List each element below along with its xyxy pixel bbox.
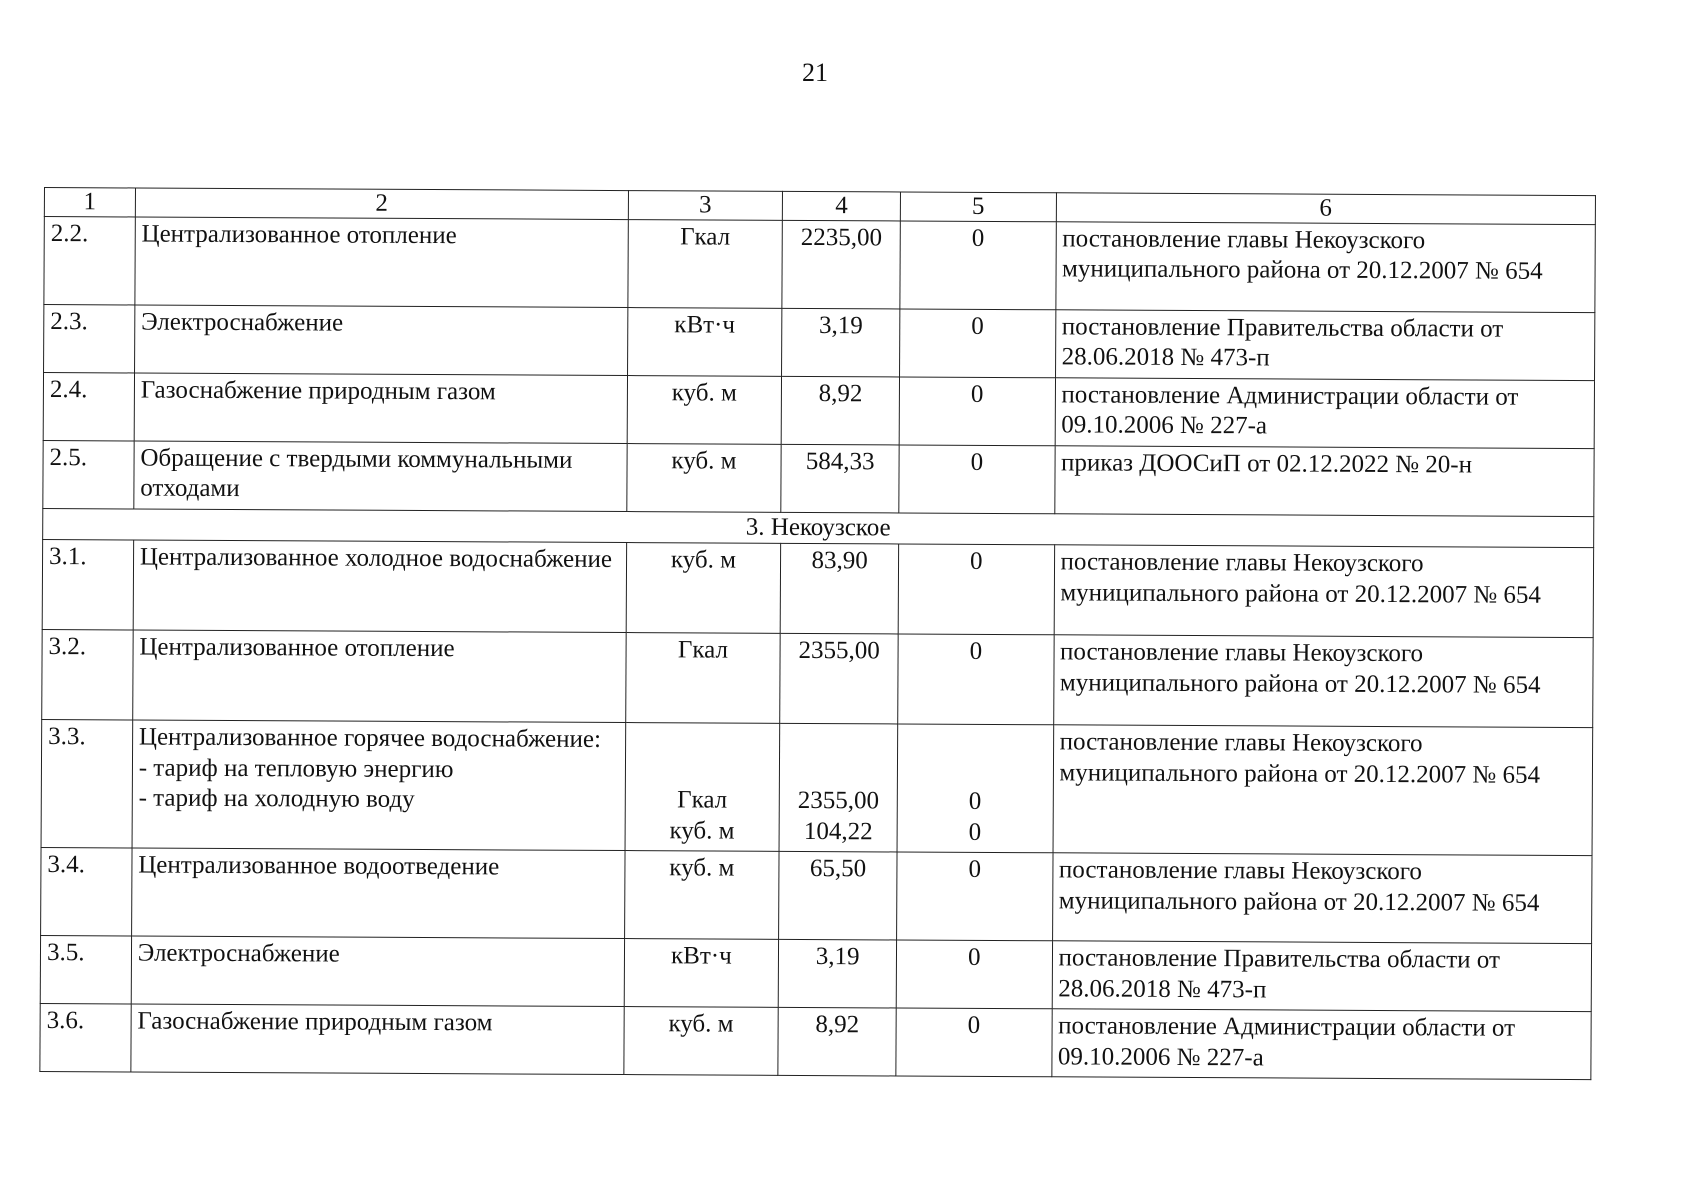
sub-item-label: - тариф на тепловую энергию: [138, 754, 454, 783]
header-cell-4: 4: [783, 191, 901, 220]
tariff-value: 8,92: [781, 376, 899, 445]
value-cell: [779, 723, 898, 852]
unit: Гкал: [627, 219, 782, 308]
service-name: Электроснабжение: [134, 304, 627, 375]
header-cell-6: 6: [1056, 193, 1596, 224]
header-cell-5: 5: [900, 192, 1056, 221]
row-number: 2.4.: [43, 372, 134, 440]
tariff-value: 2355,00: [780, 633, 898, 724]
table-row: [41, 719, 1593, 855]
table-row: [43, 440, 1594, 516]
unit: куб. м: [624, 851, 779, 940]
legal-document: постановление Администрации области от 09.10.2006 № 227-а: [1055, 377, 1595, 448]
row-number: 2.2.: [44, 216, 135, 304]
col5-value: 0: [898, 634, 1054, 725]
tariff-value: 104,22: [803, 817, 873, 845]
table-row: [40, 1003, 1591, 1079]
service-name: Централизованное водоотведение: [131, 848, 624, 939]
legal-document: постановление главы Некоузского муниципального района от 20.12.2007 № 654: [1052, 853, 1592, 944]
unit: кВт·ч: [624, 939, 779, 1008]
unit: куб. м: [627, 375, 782, 444]
col5-value: 0: [896, 1008, 1052, 1077]
unit: куб. м: [626, 543, 781, 634]
tariff-value: 3,19: [778, 939, 896, 1008]
legal-document: постановление главы Некоузского муниципального района от 20.12.2007 № 654: [1054, 545, 1594, 638]
unit: кВт·ч: [627, 307, 782, 376]
tariff-value: 8,92: [778, 1007, 896, 1076]
tariff-table: [39, 187, 1596, 1080]
col5-value: 0: [896, 940, 1052, 1009]
legal-document: приказ ДООСиП от 02.12.2022 № 20-н: [1054, 445, 1594, 516]
service-name: Централизованное отопление: [135, 216, 628, 307]
tariff-value: 65,50: [779, 851, 897, 940]
service-name-cell: [132, 720, 625, 851]
legal-document: постановление главы Некоузского муниципального района от 20.12.2007 № 654: [1053, 725, 1593, 856]
legal-document: постановление Администрации области от 09.10.2006 № 227-а: [1051, 1009, 1591, 1080]
service-name: Централизованное отопление: [133, 630, 626, 723]
col5-value: 0: [897, 852, 1053, 941]
table-row: [42, 539, 1593, 637]
legal-document: постановление Правительства области от 28.06.2018 № 473-п: [1055, 309, 1595, 380]
col5-value: 0: [899, 376, 1055, 445]
row-number: 2.5.: [43, 440, 134, 508]
service-name: Газоснабжение природным газом: [134, 372, 627, 443]
col5-value: 0: [968, 787, 982, 815]
col5-value: 0: [900, 308, 1056, 377]
col5-value: 0: [899, 444, 1055, 513]
legal-document: постановление главы Некоузского муниципального района от 20.12.2007 № 654: [1055, 221, 1595, 312]
page-number: 21: [802, 58, 828, 87]
row-number: 3.3.: [41, 719, 132, 847]
table-row: [42, 629, 1593, 727]
row-number: 3.2.: [42, 629, 133, 719]
service-name: Газоснабжение природным газом: [131, 1004, 624, 1075]
service-name: Электроснабжение: [131, 936, 624, 1007]
unit: Гкал: [677, 786, 728, 814]
row-number: 3.6.: [40, 1003, 131, 1071]
row-number: 3.5.: [40, 935, 131, 1003]
tariff-value: 2235,00: [782, 220, 900, 309]
unit: Гкал: [625, 633, 780, 724]
unit: куб. м: [626, 443, 781, 512]
row-number: 3.4.: [41, 847, 132, 935]
tariff-value: 83,90: [780, 543, 898, 634]
unit: куб. м: [669, 816, 735, 845]
legal-document: постановление главы Некоузского муниципального района от 20.12.2007 № 654: [1053, 635, 1593, 728]
unit: куб. м: [623, 1007, 778, 1076]
row-number: 2.3.: [44, 304, 135, 372]
tariff-value: 2355,00: [797, 786, 880, 815]
col5-cell: [897, 724, 1053, 853]
col5-value: 0: [898, 544, 1054, 635]
sub-item-label: - тариф на холодную воду: [138, 784, 415, 813]
service-name: Централизованное горячее водоснабжение:: [138, 723, 602, 753]
legal-document: постановление Правительства области от 28.06.2018 № 473-п: [1052, 941, 1592, 1012]
table-row: [41, 847, 1592, 943]
section-title: 3. Некоузское: [43, 508, 1594, 548]
col5-value: 0: [900, 220, 1056, 309]
unit-cell: [625, 723, 780, 852]
tariff-value: 3,19: [782, 308, 900, 377]
row-number: 3.1.: [42, 539, 133, 629]
header-cell-2: 2: [135, 188, 628, 219]
table-row: [40, 935, 1591, 1011]
table-row: [43, 372, 1594, 448]
table-row: [44, 304, 1595, 380]
table-row: [44, 216, 1595, 312]
header-cell-1: 1: [44, 188, 135, 217]
service-name: Обращение с твердыми коммунальными отходами: [134, 440, 627, 511]
col5-value: 0: [968, 818, 982, 846]
header-cell-3: 3: [628, 191, 783, 220]
tariff-value: 584,33: [781, 444, 899, 513]
service-name: Централизованное холодное водоснабжение: [133, 540, 626, 633]
